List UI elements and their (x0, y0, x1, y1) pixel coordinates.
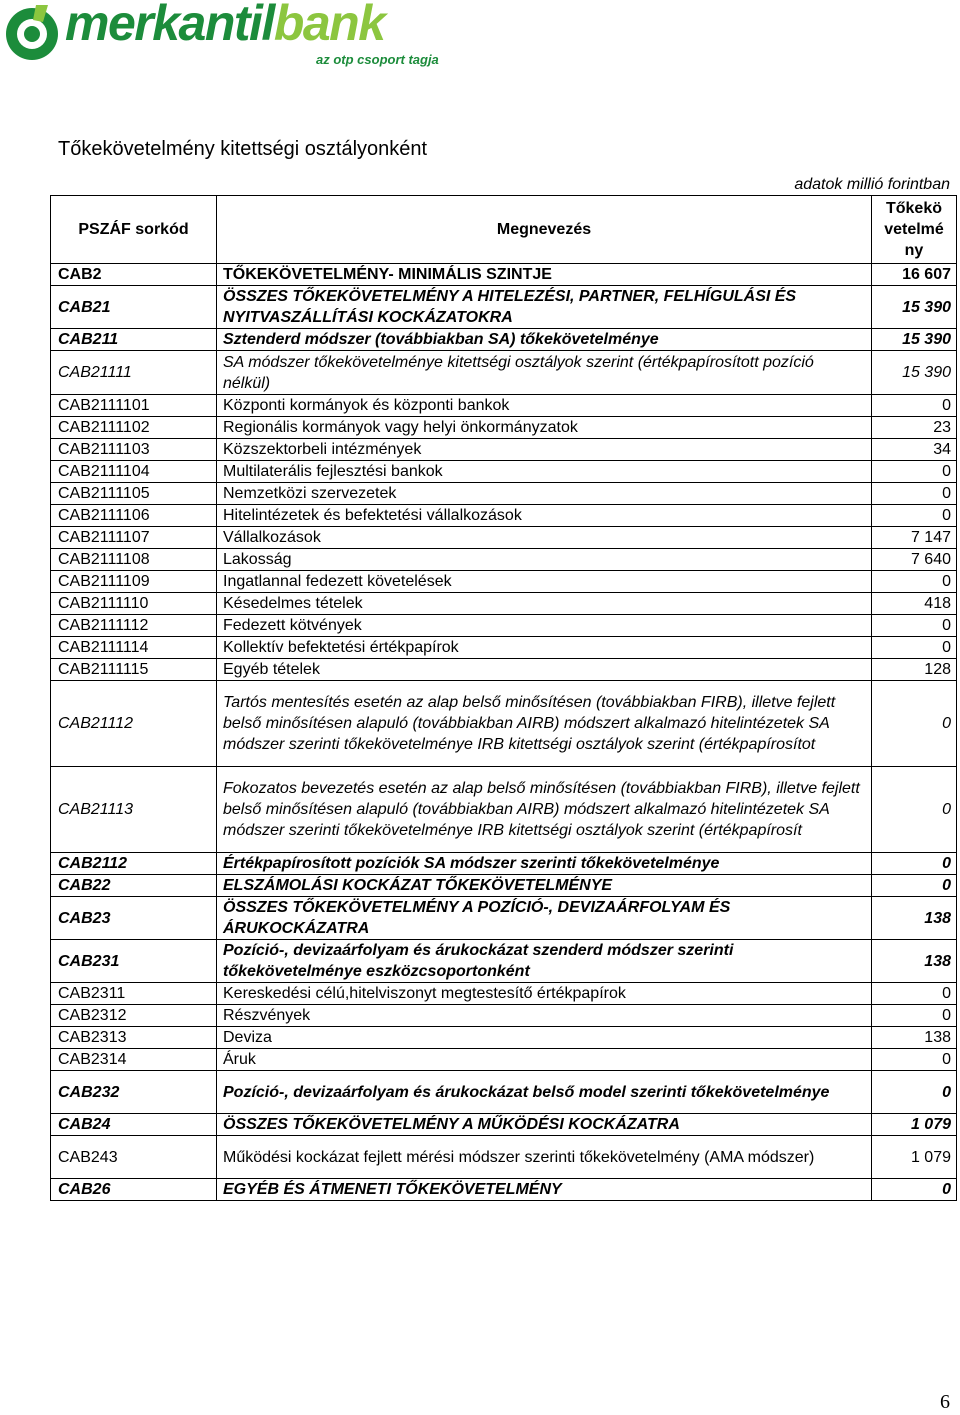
row-code: CAB231 (51, 940, 217, 983)
header-code: PSZÁF sorkód (51, 196, 217, 264)
page-number: 6 (940, 1391, 950, 1413)
row-value: 7 640 (872, 549, 957, 571)
row-code: CAB2111105 (51, 483, 217, 505)
row-value: 0 (872, 571, 957, 593)
table-row (51, 571, 957, 593)
table-row (51, 853, 957, 875)
row-name: Kollektív befektetési értékpapírok (217, 637, 872, 659)
row-value: 0 (872, 681, 957, 767)
table-row (51, 527, 957, 549)
row-name: Tartós mentesítés esetén az alap belső minősítésen (továbbiakban FIRB), illetve fejlett belső minősítésen alapuló (továbbiakban AIRB) módszert alkalmazó hitelintézetek SA módszer szerinti tőkekövetelménye IRB kitettségi osztályok szerint (értékpapírosítot (217, 681, 872, 767)
row-value: 0 (872, 461, 957, 483)
row-code: CAB211 (51, 329, 217, 351)
row-name: Deviza (217, 1027, 872, 1049)
row-code: CAB232 (51, 1071, 217, 1114)
row-value: 0 (872, 483, 957, 505)
row-code: CAB2111106 (51, 505, 217, 527)
row-code: CAB2111101 (51, 395, 217, 417)
row-name: ELSZÁMOLÁSI KOCKÁZAT TŐKEKÖVETELMÉNYE (217, 875, 872, 897)
table-row (51, 549, 957, 571)
table-row (51, 875, 957, 897)
table-row (51, 593, 957, 615)
row-value: 0 (872, 615, 957, 637)
table-row (51, 1136, 957, 1179)
table-row (51, 1005, 957, 1027)
row-name: Multilaterális fejlesztési bankok (217, 461, 872, 483)
row-value: 23 (872, 417, 957, 439)
row-code: CAB2313 (51, 1027, 217, 1049)
row-value: 0 (872, 1049, 957, 1071)
row-code: CAB2111115 (51, 659, 217, 681)
row-value: 1 079 (872, 1114, 957, 1136)
row-name: Vállalkozások (217, 527, 872, 549)
table-row (51, 897, 957, 940)
table-row (51, 461, 957, 483)
logo-tagline: az otp csoport tagja (316, 52, 439, 67)
table-header-row (51, 196, 957, 264)
table-row (51, 505, 957, 527)
row-code: CAB26 (51, 1179, 217, 1201)
row-name: Közszektorbeli intézmények (217, 439, 872, 461)
header-value-line1: Tőkekö (885, 200, 942, 217)
row-value: 34 (872, 439, 957, 461)
row-value: 0 (872, 1005, 957, 1027)
table-row (51, 940, 957, 983)
table-row (51, 659, 957, 681)
row-code: CAB2111114 (51, 637, 217, 659)
logo-word-part1: merkantil (65, 0, 274, 51)
row-value: 138 (872, 940, 957, 983)
row-code: CAB21113 (51, 767, 217, 853)
row-code: CAB21111 (51, 351, 217, 395)
row-code: CAB2111112 (51, 615, 217, 637)
row-code: CAB21 (51, 286, 217, 329)
header-name: Megnevezés (217, 196, 872, 264)
row-code: CAB2111107 (51, 527, 217, 549)
header-value (872, 196, 957, 264)
row-name: Lakosság (217, 549, 872, 571)
table-row (51, 983, 957, 1005)
row-code: CAB243 (51, 1136, 217, 1179)
row-code: CAB24 (51, 1114, 217, 1136)
row-value: 15 390 (872, 286, 957, 329)
table-row (51, 681, 957, 767)
header-value-line2: vetelmé (884, 221, 944, 238)
table-row (51, 483, 957, 505)
page-title: Tőkekövetelmény kitettségi osztályonként (58, 138, 428, 160)
row-value: 0 (872, 505, 957, 527)
row-code: CAB2111102 (51, 417, 217, 439)
row-code: CAB2314 (51, 1049, 217, 1071)
table-row (51, 286, 957, 329)
row-name: Pozíció-, devizaárfolyam és árukockázat belső model szerinti tőkekövetelménye (217, 1071, 872, 1114)
capital-requirement-table (50, 195, 957, 1201)
row-code: CAB2111110 (51, 593, 217, 615)
row-value: 15 390 (872, 351, 957, 395)
row-name: ÖSSZES TŐKEKÖVETELMÉNY A MŰKÖDÉSI KOCKÁZATRA (217, 1114, 872, 1136)
table-row (51, 1179, 957, 1201)
header-value-line3: ny (904, 242, 924, 259)
row-value: 0 (872, 1071, 957, 1114)
table-row (51, 767, 957, 853)
logo-wordmark (65, 0, 385, 53)
row-code: CAB23 (51, 897, 217, 940)
row-name: Pozíció-, devizaárfolyam és árukockázat szenderd módszer szerinti tőkekövetelménye eszközcsoportonként (217, 940, 872, 983)
row-value: 418 (872, 593, 957, 615)
row-name: Értékpapírosított pozíciók SA módszer szerinti tőkekövetelménye (217, 853, 872, 875)
row-value: 15 390 (872, 329, 957, 351)
row-value: 0 (872, 1179, 957, 1201)
row-value: 138 (872, 897, 957, 940)
row-value: 0 (872, 395, 957, 417)
row-value: 138 (872, 1027, 957, 1049)
row-value: 1 079 (872, 1136, 957, 1179)
row-name: Regionális kormányok vagy helyi önkormányzatok (217, 417, 872, 439)
row-value: 0 (872, 875, 957, 897)
row-name: Egyéb tételek (217, 659, 872, 681)
row-name: Áruk (217, 1049, 872, 1071)
logo-mark-icon (3, 2, 65, 64)
row-value: 0 (872, 767, 957, 853)
row-name: Részvények (217, 1005, 872, 1027)
table-row (51, 615, 957, 637)
unit-note: adatok millió forintban (794, 176, 950, 193)
row-name: Késedelmes tételek (217, 593, 872, 615)
row-value: 128 (872, 659, 957, 681)
merkantilbank-logo (3, 2, 443, 70)
table-row (51, 1071, 957, 1114)
row-value: 0 (872, 853, 957, 875)
row-name: ÖSSZES TŐKEKÖVETELMÉNY A HITELEZÉSI, PARTNER, FELHÍGULÁSI ÉS NYITVASZÁLLÍTÁSI KOCKÁZATOKRA (217, 286, 872, 329)
table-row (51, 637, 957, 659)
row-name: Nemzetközi szervezetek (217, 483, 872, 505)
table-row (51, 1114, 957, 1136)
row-name: TŐKEKÖVETELMÉNY- MINIMÁLIS SZINTJE (217, 264, 872, 286)
row-name: SA módszer tőkekövetelménye kitettségi osztályok szerint (értékpapírosított pozíció nélkül) (217, 351, 872, 395)
row-code: CAB2311 (51, 983, 217, 1005)
table-row (51, 1049, 957, 1071)
row-name: Hitelintézetek és befektetési vállalkozások (217, 505, 872, 527)
row-name: Működési kockázat fejlett mérési módszer szerinti tőkekövetelmény (AMA módszer) (217, 1136, 872, 1179)
table-row (51, 1027, 957, 1049)
table-row (51, 351, 957, 395)
row-code: CAB2 (51, 264, 217, 286)
row-name: Fedezett kötvények (217, 615, 872, 637)
row-name: Ingatlannal fedezett követelések (217, 571, 872, 593)
row-value: 16 607 (872, 264, 957, 286)
table-row (51, 329, 957, 351)
table-row (51, 395, 957, 417)
row-code: CAB2111103 (51, 439, 217, 461)
row-code: CAB22 (51, 875, 217, 897)
table-row (51, 417, 957, 439)
row-name: Sztenderd módszer (továbbiakban SA) tőkekövetelménye (217, 329, 872, 351)
logo-word-part2: bank (273, 0, 385, 51)
row-code: CAB2111104 (51, 461, 217, 483)
row-name: ÖSSZES TŐKEKÖVETELMÉNY A POZÍCIÓ-, DEVIZAÁRFOLYAM ÉS ÁRUKOCKÁZATRA (217, 897, 872, 940)
row-name: Központi kormányok és központi bankok (217, 395, 872, 417)
row-value: 0 (872, 637, 957, 659)
row-name: Fokozatos bevezetés esetén az alap belső minősítésen (továbbiakban FIRB), illetve fejlett belső minősítésen alapuló (továbbiakban AIRB) módszert alkalmazó hitelintézetek SA módszer szerinti tőkekövetelménye IRB kitettségi osztályok szerint (értékpapírosít (217, 767, 872, 853)
row-code: CAB2111108 (51, 549, 217, 571)
table-row (51, 439, 957, 461)
row-code: CAB2112 (51, 853, 217, 875)
row-name: Kereskedési célú,hitelviszonyt megtestesítő értékpapírok (217, 983, 872, 1005)
row-value: 7 147 (872, 527, 957, 549)
row-name: EGYÉB ÉS ÁTMENETI TŐKEKÖVETELMÉNY (217, 1179, 872, 1201)
row-value: 0 (872, 983, 957, 1005)
row-code: CAB2312 (51, 1005, 217, 1027)
row-code: CAB2111109 (51, 571, 217, 593)
row-code: CAB21112 (51, 681, 217, 767)
table-row (51, 264, 957, 286)
